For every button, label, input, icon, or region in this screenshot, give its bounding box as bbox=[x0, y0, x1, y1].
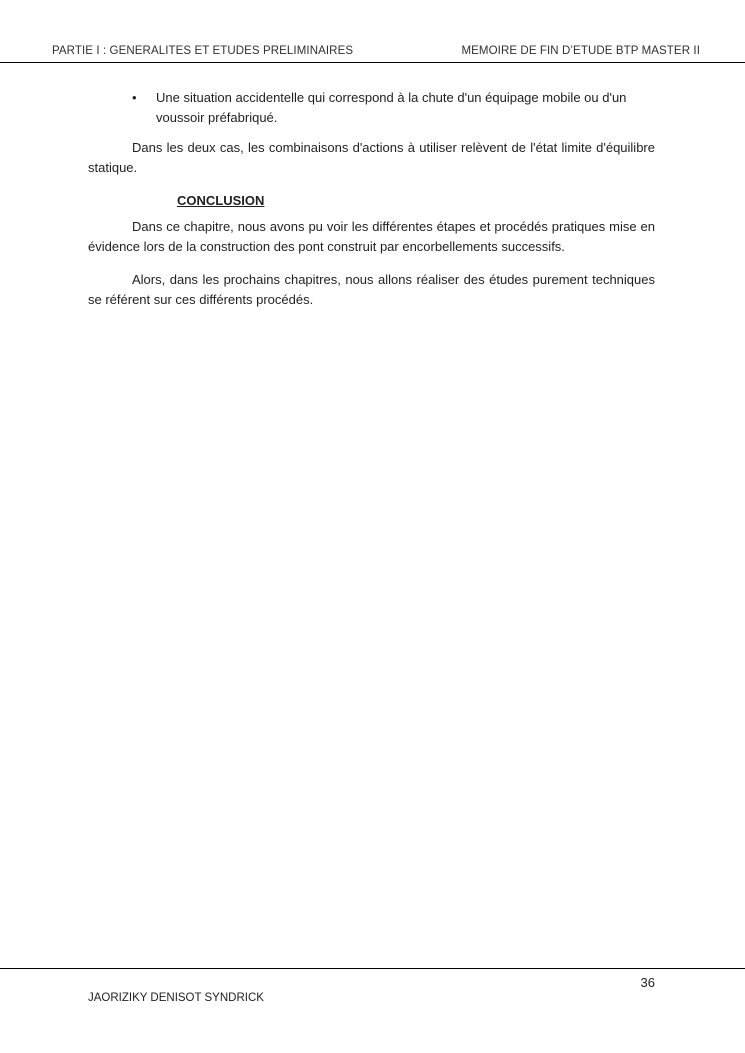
footer-divider bbox=[0, 968, 745, 969]
bullet-item bbox=[132, 88, 655, 128]
page-body bbox=[88, 88, 655, 323]
conclusion-heading: CONCLUSION bbox=[177, 193, 265, 208]
header-document-title: MEMOIRE DE FIN D’ETUDE BTP MASTER II bbox=[461, 45, 700, 57]
bullet-text: Une situation accidentelle qui correspond à la chute d'un équipage mobile ou d'un voussoir préfabriqué. bbox=[156, 90, 627, 125]
header-part-title: PARTIE I : GENERALITES ET ETUDES PRELIMINAIRES bbox=[52, 45, 354, 57]
page-header bbox=[0, 0, 745, 62]
footer-author: JAORIZIKY DENISOT SYNDRICK bbox=[88, 992, 264, 1004]
bullet-icon: • bbox=[132, 90, 137, 105]
paragraph-next-chapters: Alors, dans les prochains chapitres, nous allons réaliser des études purement techniques se référent sur ces différents procédés. bbox=[88, 272, 655, 307]
paragraph-static-equilibrium: Dans les deux cas, les combinaisons d'actions à utiliser relèvent de l'état limite d'équilibre statique. bbox=[88, 140, 655, 175]
paragraph-chapter-summary: Dans ce chapitre, nous avons pu voir les différentes étapes et procédés pratiques mise en évidence lors de la construction des pont construit par encorbellements successifs. bbox=[88, 219, 655, 254]
page-number: 36 bbox=[640, 975, 655, 990]
header-divider bbox=[0, 62, 745, 63]
